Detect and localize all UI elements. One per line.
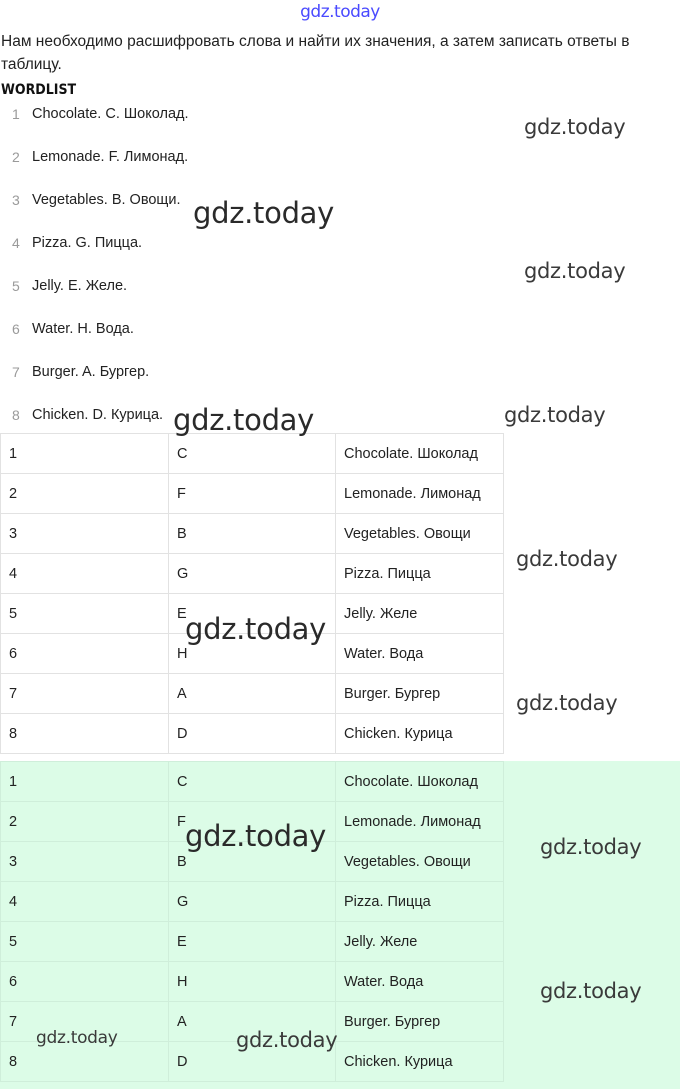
row-number: 8 [1, 714, 169, 754]
row-number: 5 [1, 594, 169, 634]
row-word: Pizza. Пицца [336, 554, 504, 594]
row-letter: G [169, 554, 336, 594]
watermark: gdz.today [185, 612, 327, 646]
list-item [0, 310, 680, 353]
row-letter: E [169, 922, 336, 962]
row-word: Vegetables. Овощи [336, 842, 504, 882]
row-letter: E [169, 594, 336, 634]
table-row [1, 434, 504, 474]
list-item-number: 1 [12, 106, 20, 122]
row-number: 7 [1, 1002, 169, 1042]
row-number: 4 [1, 882, 169, 922]
table-row [1, 474, 504, 514]
list-item-text: Pizza. G. Пицца. [32, 235, 143, 251]
table-row [1, 514, 504, 554]
row-number: 6 [1, 634, 169, 674]
list-item [0, 181, 680, 224]
row-word: Chicken. Курица [336, 1042, 504, 1082]
list-item-text: Chicken. D. Курица. [32, 407, 164, 423]
row-word: Chocolate. Шоколад [336, 434, 504, 474]
list-item [0, 138, 680, 181]
list-item-number: 6 [12, 321, 20, 337]
list-item-text: Chocolate. C. Шоколад. [32, 106, 189, 122]
row-number: 1 [1, 434, 169, 474]
row-word: Burger. Бургер [336, 1002, 504, 1042]
watermark: gdz.today [524, 259, 626, 283]
row-number: 8 [1, 1042, 169, 1082]
row-letter: B [169, 514, 336, 554]
row-word: Water. Вода [336, 634, 504, 674]
list-item-number: 3 [12, 192, 20, 208]
row-number: 6 [1, 962, 169, 1002]
list-item-number: 2 [12, 149, 20, 165]
watermark: gdz.today [524, 115, 626, 139]
table-row [1, 762, 504, 802]
row-word: Jelly. Желе [336, 922, 504, 962]
watermark: gdz.today [540, 979, 642, 1003]
watermark: gdz.today [36, 1028, 118, 1048]
table-row [1, 922, 504, 962]
row-letter: D [169, 1042, 336, 1082]
list-item-number: 5 [12, 278, 20, 294]
table-row [1, 882, 504, 922]
answer-table [0, 433, 504, 754]
list-item-text: Jelly. E. Желе. [32, 278, 128, 294]
list-item [0, 353, 680, 396]
intro-text: Нам необходимо расшифровать слова и найти их значения, а затем записать ответы в таблицу. [1, 33, 630, 73]
list-item-number: 4 [12, 235, 20, 251]
row-letter: G [169, 882, 336, 922]
row-word: Chocolate. Шоколад [336, 762, 504, 802]
row-word: Lemonade. Лимонад [336, 474, 504, 514]
row-letter: C [169, 762, 336, 802]
table-row [1, 962, 504, 1002]
watermark: gdz.today [236, 1028, 338, 1052]
row-letter: F [169, 474, 336, 514]
row-letter: H [169, 962, 336, 1002]
list-item-text: Lemonade. F. Лимонад. [32, 149, 189, 165]
watermark: gdz.today [173, 403, 315, 437]
row-letter: C [169, 434, 336, 474]
row-number: 7 [1, 674, 169, 714]
row-number: 1 [1, 762, 169, 802]
row-word: Jelly. Желе [336, 594, 504, 634]
row-letter: B [169, 842, 336, 882]
row-word: Vegetables. Овощи [336, 514, 504, 554]
list-item-text: Vegetables. B. Овощи. [32, 192, 181, 208]
table-row [1, 554, 504, 594]
row-word: Pizza. Пицца [336, 882, 504, 922]
watermark: gdz.today [504, 403, 606, 427]
row-number: 2 [1, 802, 169, 842]
row-number: 3 [1, 842, 169, 882]
watermark: gdz.today [193, 196, 335, 230]
row-letter: D [169, 714, 336, 754]
table-row [1, 714, 504, 754]
row-letter: A [169, 1002, 336, 1042]
watermark: gdz.today [516, 691, 618, 715]
row-word: Lemonade. Лимонад [336, 802, 504, 842]
list-item-text: Burger. A. Бургер. [32, 364, 150, 380]
row-word: Burger. Бургер [336, 674, 504, 714]
row-number: 4 [1, 554, 169, 594]
row-number: 5 [1, 922, 169, 962]
row-number: 3 [1, 514, 169, 554]
wordlist-title: WORDLIST [1, 82, 77, 98]
watermark: gdz.today [516, 547, 618, 571]
row-number: 2 [1, 474, 169, 514]
table-row [1, 674, 504, 714]
list-item-number: 8 [12, 407, 20, 423]
row-word: Water. Вода [336, 962, 504, 1002]
watermark: gdz.today [185, 819, 327, 853]
row-word: Chicken. Курица [336, 714, 504, 754]
header-watermark: gdz.today [300, 2, 380, 22]
watermark: gdz.today [540, 835, 642, 859]
row-letter: A [169, 674, 336, 714]
list-item-number: 7 [12, 364, 20, 380]
list-item-text: Water. H. Вода. [32, 321, 134, 337]
row-letter: H [169, 634, 336, 674]
row-letter: F [169, 802, 336, 842]
